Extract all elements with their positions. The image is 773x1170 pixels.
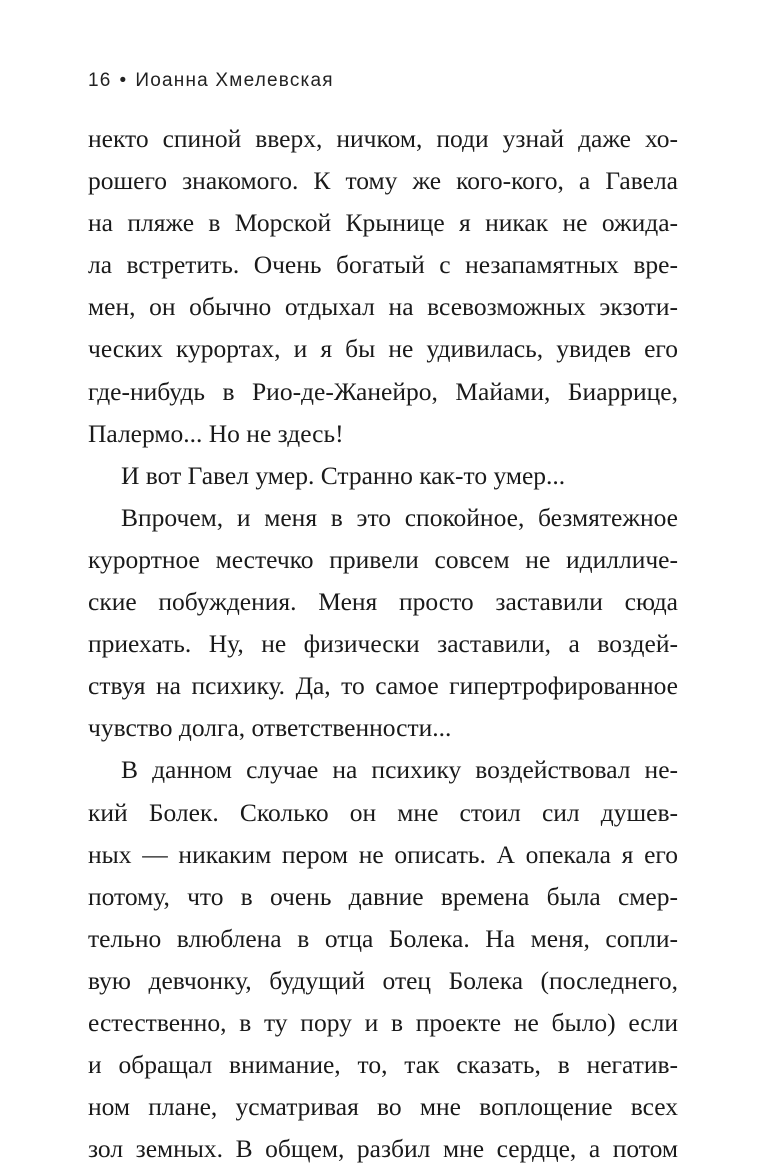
text-line: вую девчонку, будущий отец Болека (последнего, [88,965,678,995]
text-line: чувство долга, ответственности... [88,713,452,743]
text-line: и обращал внимание, то, так сказать, в негатив- [88,1050,678,1080]
text-line: где-нибудь в Рио-де-Жанейро, Майами, Биаррице, [88,376,678,406]
running-head [88,70,334,92]
text-line: рошего знакомого. К тому же кого-кого, а Гавела [88,166,678,196]
text-line: некто спиной вверх, ничком, поди узнай даже хо- [88,124,678,153]
text-line: ла встретить. Очень богатый с незапамятных вре- [88,250,678,280]
text-line: ствуя на психику. Да, то самое гипертрофированное [88,671,678,701]
text-line: ские побуждения. Меня просто заставили сюда [88,587,678,617]
text-line: ном плане, усматривая во мне воплощение всех [88,1092,678,1122]
text-line: ных — никаким пером не описать. А опекала я его [88,839,678,869]
text-line: потому, что в очень давние времена была смер- [88,881,678,911]
page-number: 16 [88,70,112,91]
text-line: тельно влюблена в отца Болека. На меня, сопли- [88,923,678,953]
paragraph-start-line: И вот Гавел умер. Странно как-то умер... [121,460,566,490]
text-line: на пляже в Морской Крынице я никак не ожида- [88,208,678,238]
header-separator: • [119,70,128,91]
text-line: зол земных. В общем, разбил мне сердце, а потом [88,1134,678,1164]
text-line: приехать. Ну, не физически заставили, а воздей- [88,629,678,659]
text-line: естественно, в ту пору и в проекте не было) если [88,1007,678,1037]
text-line: Палермо... Но не здесь! [88,418,344,448]
paragraph-start-line: Впрочем, и меня в это спокойное, безмятежное [121,502,678,532]
text-line: кий Болек. Сколько он мне стоил сил душев- [88,797,678,827]
text-line: мен, он обычно отдыхал на всевозможных экзоти- [88,292,678,322]
text-line: курортное местечко привели совсем не идилличе- [88,544,678,574]
text-line: ческих курортах, и я бы не удивилась, увидев его [88,334,678,364]
author-name: Иоанна Хмелевская [135,70,334,91]
paragraph-start-line: В данном случае на психику воздействовал не- [121,755,678,785]
body-text [88,118,678,1170]
